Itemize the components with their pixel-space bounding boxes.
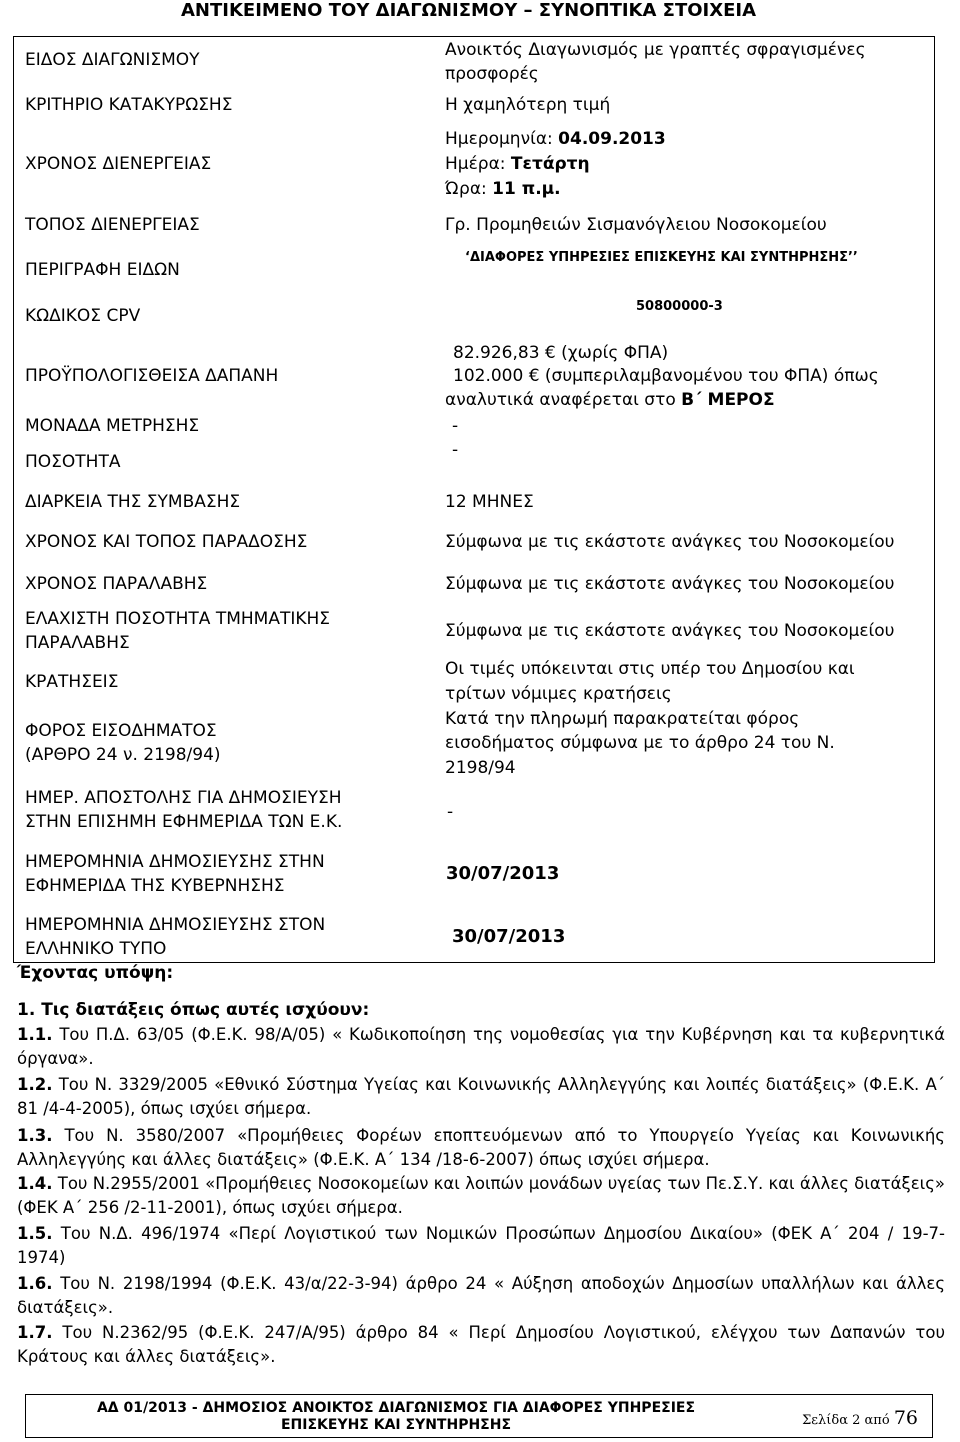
label-foros-1: ΦΟΡΟΣ ΕΙΣΟΔΗΜΑΤΟΣ: [25, 721, 217, 741]
value-xronos-day: [445, 152, 590, 176]
label-eidos: ΕΙΔΟΣ ΔΙΑΓΩΝΙΣΜΟΥ: [25, 50, 200, 70]
list-item: [17, 1222, 945, 1270]
label-cpv: ΚΩΔΙΚΟΣ CPV: [25, 306, 141, 326]
value-kratiseis-2: τρίτων νόμιμες κρατήσεις: [445, 684, 672, 704]
value-foros-1: Κατά την πληρωμή παρακρατείται φόρος: [445, 709, 800, 729]
value-kritirio: Η χαμηλότερη τιμή: [445, 95, 611, 115]
item-1-1-num: 1.1.: [17, 1025, 53, 1044]
value-elaxisti: Σύμφωνα με τις εκάστοτε ανάγκες του Νοσοκομείου: [445, 621, 895, 641]
value-apostoli: -: [447, 802, 454, 822]
value-diarkeia: 12 ΜΗΝΕΣ: [445, 492, 534, 512]
value-foros-2: εισοδήματος σύμφωνα με το άρθρο 24 του Ν.: [445, 733, 835, 753]
value-foros-3: 2198/94: [445, 758, 516, 778]
considering-label: Έχοντας υπόψη:: [17, 963, 174, 983]
item-1-7-text: Του Ν.2362/95 (Φ.Ε.Κ. 247/Α/95) άρθρο 84 « Περί Δημοσίου Λογιστικού, ελέγχου των Δαπανών του Κράτους και άλλες διατάξεις».: [17, 1323, 946, 1366]
item-1-6-text: Του Ν. 2198/1994 (Φ.Ε.Κ. 43/α/22-3-94) άρθρο 24 « Αύξηση αποδοχών Δημοσίων υπαλλήλων και άλλες διατάξεις».: [17, 1274, 945, 1317]
value-dapani-2: 102.000 € (συμπεριλαμβανομένου του ΦΠΑ) όπως: [453, 366, 879, 386]
value-eidos-2: προσφορές: [445, 64, 539, 84]
dapani-3-text: αναλυτικά αναφέρεται στο: [445, 390, 676, 410]
label-apostoli-2: ΣΤΗΝ ΕΠΙΣΗΜΗ ΕΦΗΜΕΡΙΔΑ ΤΩΝ Ε.Κ.: [25, 812, 343, 832]
label-paralavi: ΧΡΟΝΟΣ ΠΑΡΑΛΑΒΗΣ: [25, 574, 208, 594]
item-1-2-text: Του Ν. 3329/2005 «Εθνικό Σύστημα Υγείας και Κοινωνικής Αλληλεγγύης και λοιπές διατάξεις» (Φ.Ε.Κ. Α΄ 81 /4-4-2005), όπως ισχύει σήμερα.: [17, 1075, 945, 1118]
value-dapani-1: 82.926,83 € (χωρίς ΦΠΑ): [453, 343, 669, 363]
item-1-5-text: Του Ν.Δ. 496/1974 «Περί Λογιστικού των Νομικών Προσώπων Δημοσίου Δικαίου» (ΦΕΚ Α΄ 204 / 19-7-1974): [17, 1224, 945, 1267]
label-topos: ΤΟΠΟΣ ΔΙΕΝΕΡΓΕΙΑΣ: [25, 215, 200, 235]
dapani-3-bold: Β΄ ΜΕΡΟΣ: [681, 390, 775, 410]
list-item: [17, 1124, 945, 1172]
value-eidos-1: Ανοικτός Διαγωνισμός με γραπτές σφραγισμένες: [445, 40, 866, 60]
day-value: Τετάρτη: [510, 154, 590, 174]
page-total: 76: [893, 1407, 918, 1429]
value-fek: 30/07/2013: [446, 863, 560, 884]
item-1-7-num: 1.7.: [17, 1323, 53, 1342]
item-1-5-num: 1.5.: [17, 1224, 53, 1243]
day-label: Ημέρα:: [445, 154, 506, 174]
value-cpv: 50800000-3: [636, 299, 723, 314]
label-kratiseis: ΚΡΑΤΗΣΕΙΣ: [25, 672, 119, 692]
section-1-title: 1. Τις διατάξεις όπως αυτές ισχύουν:: [17, 1000, 370, 1020]
label-kritirio: ΚΡΙΤΗΡΙΟ ΚΑΤΑΚΥΡΩΣΗΣ: [25, 95, 233, 115]
value-paralavi: Σύμφωνα με τις εκάστοτε ανάγκες του Νοσοκομείου: [445, 574, 895, 594]
value-perigrafi: ‘ΔΙΑΦΟΡΕΣ ΥΠΗΡΕΣΙΕΣ ΕΠΙΣΚΕΥΗΣ ΚΑΙ ΣΥΝΤΗΡΗΣΗΣ’’: [465, 250, 858, 265]
value-xronos-date: [445, 127, 666, 151]
label-elaxisti-2: ΠΑΡΑΛΑΒΗΣ: [25, 633, 130, 653]
label-xronos: ΧΡΟΝΟΣ ΔΙΕΝΕΡΓΕΙΑΣ: [25, 154, 212, 174]
value-topos: Γρ. Προμηθειών Σισμανόγλειου Νοσοκομείου: [445, 215, 827, 235]
list-item: [17, 1073, 945, 1121]
footer-line-1: ΑΔ 01/2013 - ΔΗΜΟΣΙΟΣ ΑΝΟΙΚΤΟΣ ΔΙΑΓΩΝΙΣΜΟΣ ΓΙΑ ΔΙΑΦΟΡΕΣ ΥΠΗΡΕΣΙΕΣ: [96, 1400, 696, 1416]
footer: [25, 1394, 933, 1438]
list-item: [17, 1172, 945, 1220]
page-label: Σελίδα 2 από: [802, 1413, 890, 1428]
value-paradosi: Σύμφωνα με τις εκάστοτε ανάγκες του Νοσοκομείου: [445, 532, 895, 552]
page-heading: ΑΝΤΙΚΕΙΜΕΝΟ ΤΟΥ ΔΙΑΓΩΝΙΣΜΟΥ – ΣΥΝΟΠΤΙΚΑ ΣΤΟΙΧΕΙΑ: [181, 0, 757, 21]
page-number: [802, 1407, 918, 1429]
item-1-4-text: Του Ν.2955/2001 «Προμήθειες Νοσοκομείων και λοιπών μονάδων υγείας των Πε.Σ.Υ. και άλλες διατάξεις» (ΦΕΚ Α΄ 256 /2-11-2001), όπως ισχύει σήμερα.: [17, 1174, 945, 1217]
label-apostoli-1: ΗΜΕΡ. ΑΠΟΣΤΟΛΗΣ ΓΙΑ ΔΗΜΟΣΙΕΥΣΗ: [25, 788, 342, 808]
footer-line-2: ΕΠΙΣΚΕΥΗΣ ΚΑΙ ΣΥΝΤΗΡΗΣΗΣ: [280, 1417, 512, 1433]
date-label: Ημερομηνία:: [445, 129, 553, 149]
item-1-3-text: Του Ν. 3580/2007 «Προμήθειες Φορέων εποπτευόμενων από το Υπουργείο Υγείας και Κοινωνικής Αλληλεγγύης και άλλες διατάξεις» (Φ.Ε.Κ. Α΄ 134 /18-6-2007) όπως ισχύει σήμερα.: [17, 1126, 945, 1169]
label-diarkeia: ΔΙΑΡΚΕΙΑ ΤΗΣ ΣΥΜΒΑΣΗΣ: [25, 492, 241, 512]
item-1-2-num: 1.2.: [17, 1075, 53, 1094]
item-1-4-num: 1.4.: [17, 1174, 53, 1193]
label-dapani: ΠΡΟΫΠΟΛΟΓΙΣΘΕΙΣΑ ΔΑΠΑΝΗ: [25, 366, 279, 386]
label-perigrafi: ΠΕΡΙΓΡΑΦΗ ΕΙΔΩΝ: [25, 260, 180, 280]
footer-title: [26, 1400, 766, 1434]
item-1-1-text: Του Π.Δ. 63/05 (Φ.Ε.Κ. 98/Α/05) « Κωδικοποίηση της νομοθεσίας για την Κυβέρνηση και τα κυβερνητικά όργανα».: [17, 1025, 946, 1068]
value-kratiseis-1: Οι τιμές υπόκεινται στις υπέρ του Δημοσίου και: [445, 659, 855, 679]
time-value: 11 π.μ.: [492, 179, 561, 199]
list-item: [17, 1023, 945, 1071]
item-1-6-num: 1.6.: [17, 1274, 53, 1293]
value-monada: -: [452, 416, 459, 436]
list-item: [17, 1272, 945, 1320]
value-typos: 30/07/2013: [452, 926, 566, 947]
label-foros-2: (ΑΡΘΡΟ 24 ν. 2198/94): [25, 745, 221, 765]
date-value: 04.09.2013: [558, 129, 666, 149]
list-item: [17, 1321, 945, 1369]
time-label: Ώρα:: [445, 179, 487, 199]
label-elaxisti-1: ΕΛΑΧΙΣΤΗ ΠΟΣΟΤΗΤΑ ΤΜΗΜΑΤΙΚΗΣ: [25, 609, 331, 629]
value-dapani-3: [445, 388, 775, 412]
label-posotita: ΠΟΣΟΤΗΤΑ: [25, 452, 121, 472]
label-typos-2: ΕΛΛΗΝΙΚΟ ΤΥΠΟ: [25, 939, 167, 959]
label-monada: ΜΟΝΑΔΑ ΜΕΤΡΗΣΗΣ: [25, 416, 200, 436]
label-paradosi: ΧΡΟΝΟΣ ΚΑΙ ΤΟΠΟΣ ΠΑΡΑΔΟΣΗΣ: [25, 532, 308, 552]
value-xronos-time: [445, 177, 561, 201]
label-typos-1: ΗΜΕΡΟΜΗΝΙΑ ΔΗΜΟΣΙΕΥΣΗΣ ΣΤΟΝ: [25, 915, 326, 935]
item-1-3-num: 1.3.: [17, 1126, 53, 1145]
label-fek-2: ΕΦΗΜΕΡΙΔΑ ΤΗΣ ΚΥΒΕΡΝΗΣΗΣ: [25, 876, 285, 896]
label-fek-1: ΗΜΕΡΟΜΗΝΙΑ ΔΗΜΟΣΙΕΥΣΗΣ ΣΤΗΝ: [25, 852, 325, 872]
value-posotita: -: [452, 440, 459, 460]
